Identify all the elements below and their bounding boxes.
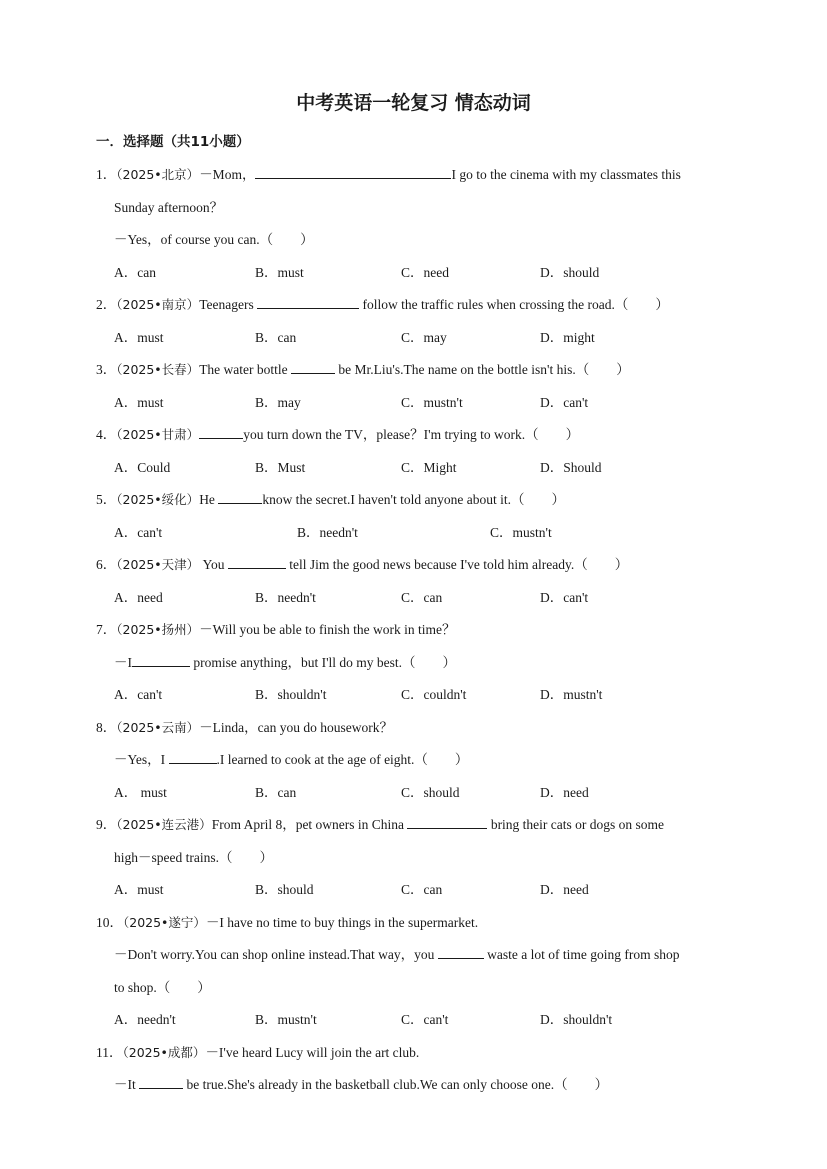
option-b[interactable]: B．Must (255, 460, 306, 475)
option-a[interactable]: A．need (114, 590, 163, 605)
question-10-line-3: to shop.（ ） (114, 980, 211, 995)
option-c[interactable]: C．can't (401, 1012, 449, 1027)
question-1-line-3: －Yes，of course you can.（ ） (114, 232, 314, 247)
option-b[interactable]: B．may (255, 395, 301, 410)
answer-blank[interactable] (438, 946, 484, 959)
question-text: －Don't worry.You can shop online instead.That way，you (114, 947, 435, 962)
option-d[interactable]: D．Should (540, 460, 602, 475)
question-9-line-2: high－speed trains.（ ） (114, 850, 273, 865)
answer-blank[interactable] (169, 751, 217, 764)
page-title: 中考英语一轮复习 情态动词 (296, 92, 531, 114)
question-text: be Mr.Liu's.The name on the bottle isn't his.（ ） (338, 362, 630, 377)
option-d[interactable]: D．should (540, 265, 600, 280)
question-number: 6． (96, 557, 117, 572)
question-8-line-2 (114, 748, 468, 768)
question-source: （2025•北京） (116, 167, 200, 182)
question-number: 7． (96, 622, 117, 637)
question-number: 3． (96, 362, 117, 377)
question-number: 8． (96, 720, 117, 735)
option-b[interactable]: B．should (255, 882, 314, 897)
question-4 (96, 423, 579, 443)
question-text: follow the traffic rules when crossing the road.（ ） (362, 297, 669, 312)
question-text: You (199, 557, 225, 572)
question-5 (96, 488, 565, 508)
option-c[interactable]: C．mustn't (490, 525, 552, 540)
question-text: －I (114, 655, 132, 670)
question-number: 5． (96, 492, 117, 507)
question-text: I go to the cinema with my classmates this (451, 167, 681, 182)
question-7-line-2 (114, 651, 456, 671)
answer-blank[interactable] (228, 556, 286, 569)
question-text: bring their cats or dogs on some (490, 817, 665, 832)
option-c[interactable]: C．mustn't (401, 395, 463, 410)
question-source: （2025•南京） (116, 297, 200, 312)
option-a[interactable]: A． must (114, 785, 167, 800)
option-a[interactable]: A．needn't (114, 1012, 176, 1027)
option-b[interactable]: B．can (255, 330, 297, 345)
question-source: （2025•甘肃） (116, 427, 200, 442)
question-1 (96, 163, 681, 183)
answer-blank[interactable] (218, 491, 262, 504)
question-7 (96, 618, 455, 638)
option-b[interactable]: B．can (255, 785, 297, 800)
option-a[interactable]: A．Could (114, 460, 171, 475)
answer-blank[interactable] (139, 1076, 183, 1089)
answer-blank[interactable] (132, 654, 190, 667)
option-d[interactable]: D．can't (540, 590, 589, 605)
answer-blank[interactable] (407, 816, 487, 829)
question-10-line-2 (114, 943, 680, 963)
question-number: 1． (96, 167, 117, 182)
question-3 (96, 358, 630, 378)
question-9 (96, 813, 664, 833)
question-1-line-2: Sunday afternoon？ (114, 200, 224, 215)
answer-blank[interactable] (255, 166, 451, 179)
answer-blank[interactable] (199, 426, 243, 439)
option-a[interactable]: A．can't (114, 687, 163, 702)
question-text: tell Jim the good news because I've told him already.（ ） (289, 557, 629, 572)
question-number: 9． (96, 817, 117, 832)
option-a[interactable]: A．can't (114, 525, 163, 540)
option-d[interactable]: D．might (540, 330, 595, 345)
option-c[interactable]: C．can (401, 590, 443, 605)
question-source: （2025•遂宁） (123, 915, 206, 930)
question-source: （2025•扬州） (116, 622, 200, 637)
question-10 (96, 911, 478, 931)
question-text: know the secret.I haven't told anyone about it.（ ） (262, 492, 566, 507)
question-text: promise anything，but I'll do my best.（ ） (193, 655, 457, 670)
option-c[interactable]: C．may (401, 330, 447, 345)
question-text: －Yes，I (114, 752, 166, 767)
question-source: （2025•成都） (122, 1045, 206, 1060)
question-text: From April 8，pet owners in China (211, 817, 405, 832)
option-b[interactable]: B．needn't (297, 525, 358, 540)
question-text: －Mom， (199, 167, 256, 182)
option-c[interactable]: C．should (401, 785, 460, 800)
option-d[interactable]: D．need (540, 882, 589, 897)
option-a[interactable]: A．must (114, 330, 164, 345)
question-11 (96, 1041, 419, 1061)
question-text: －It (114, 1077, 136, 1092)
question-text: －I have no time to buy things in the supermarket. (205, 915, 479, 930)
option-c[interactable]: C．need (401, 265, 449, 280)
option-d[interactable]: D．need (540, 785, 589, 800)
option-c[interactable]: C．couldn't (401, 687, 467, 702)
option-c[interactable]: C．can (401, 882, 443, 897)
question-text: The water bottle (199, 362, 288, 377)
answer-blank[interactable] (257, 296, 359, 309)
question-text: be true.She's already in the basketball club.We can only choose one.（ ） (186, 1077, 609, 1092)
question-text: －Linda，can you do housework？ (199, 720, 394, 735)
section-heading: 一．选择题（共11小题） (96, 134, 250, 150)
option-b[interactable]: B．mustn't (255, 1012, 317, 1027)
question-text: you turn down the TV，please？I'm trying to work.（ ） (243, 427, 580, 442)
question-6 (96, 553, 628, 573)
question-11-line-2 (114, 1073, 608, 1093)
option-b[interactable]: B．must (255, 265, 304, 280)
option-d[interactable]: D．can't (540, 395, 589, 410)
question-text: －I've heard Lucy will join the art club. (205, 1045, 420, 1060)
question-text: waste a lot of time going from shop (487, 947, 680, 962)
question-number: 10． (96, 915, 123, 930)
option-b[interactable]: B．needn't (255, 590, 316, 605)
question-text: He (199, 492, 215, 507)
option-b[interactable]: B．shouldn't (255, 687, 327, 702)
question-text: －Will you be able to finish the work in time？ (199, 622, 456, 637)
question-text: .I learned to cook at the age of eight.（ ） (216, 752, 469, 767)
option-a[interactable]: A．must (114, 395, 164, 410)
question-number: 11． (96, 1045, 123, 1060)
option-a[interactable]: A．must (114, 882, 164, 897)
question-2 (96, 293, 669, 313)
question-number: 4． (96, 427, 117, 442)
option-d[interactable]: D．shouldn't (540, 1012, 613, 1027)
question-source: （2025•连云港） (116, 817, 212, 832)
question-source: （2025•云南） (116, 720, 200, 735)
option-c[interactable]: C．Might (401, 460, 457, 475)
option-a[interactable]: A．can (114, 265, 156, 280)
question-number: 2． (96, 297, 117, 312)
question-source: （2025•天津） (116, 557, 200, 572)
question-source: （2025•长春） (116, 362, 200, 377)
question-source: （2025•绥化） (116, 492, 200, 507)
option-d[interactable]: D．mustn't (540, 687, 603, 702)
question-8 (96, 716, 393, 736)
answer-blank[interactable] (291, 361, 335, 374)
question-text: Teenagers (199, 297, 254, 312)
